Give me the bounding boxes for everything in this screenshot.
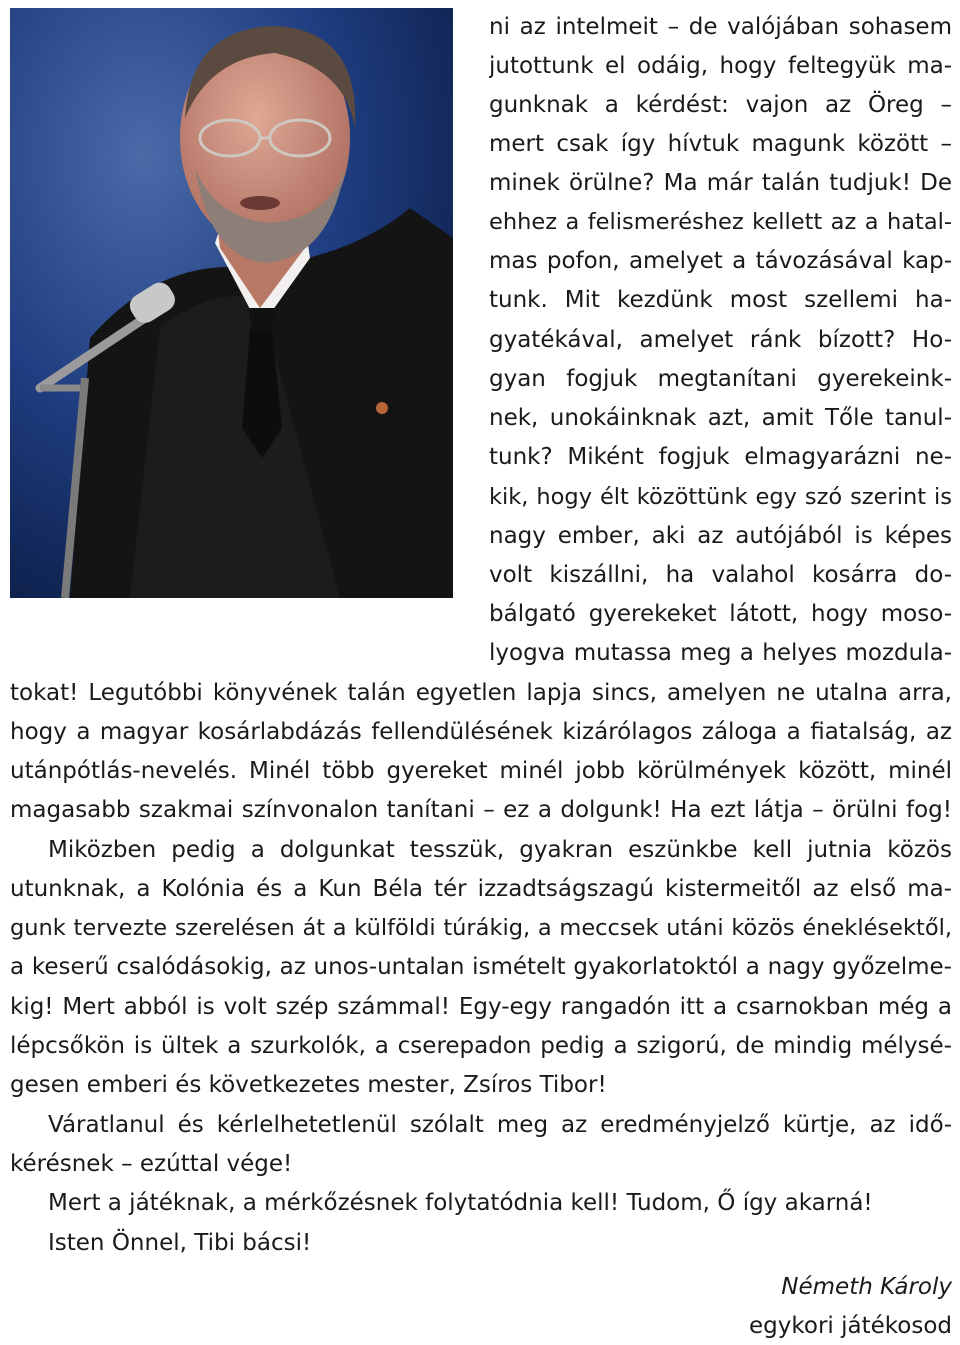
portrait-photo bbox=[10, 8, 453, 598]
text-line: volt kiszállni, ha valahol kosárra do- bbox=[489, 562, 952, 588]
text-line: tunk. Mit kezdünk most szellemi ha- bbox=[489, 287, 952, 313]
signature-name: Németh Károly bbox=[781, 1274, 952, 1300]
text-line: kérésnek – ezúttal vége! bbox=[10, 1151, 293, 1177]
closing-line: Isten Önnel, Tibi bácsi! bbox=[48, 1230, 312, 1256]
text-line: nek, unokáinknak azt, amit Tőle tanul- bbox=[489, 405, 952, 431]
portrait-illustration bbox=[10, 8, 453, 598]
text-line: gyatékával, amelyet ránk bízott? Ho- bbox=[489, 327, 952, 353]
signature-role: egykori játékosod bbox=[749, 1313, 952, 1339]
text-line: ehhez a felismeréshez kellett az a hatal- bbox=[489, 209, 952, 235]
text-line: hogy a magyar kosárlabdázás fellendülésének kizárólagos záloga a fiatalság, az bbox=[10, 719, 952, 745]
text-line: utánpótlás-nevelés. Minél több gyereket minél jobb körülmények között, minél bbox=[10, 758, 952, 784]
text-line: jutottunk el odáig, hogy feltegyük ma- bbox=[489, 53, 952, 79]
text-line: a keserű csalódásokig, az unos-untalan ismételt gyakorlatoktól a nagy győzelme- bbox=[10, 954, 952, 980]
paragraph-first-line: Váratlanul és kérlelhetetlenül szólalt meg az eredményjelző kürtje, az idő- bbox=[48, 1112, 952, 1138]
text-line: minek örülne? Ma már talán tudjuk! De bbox=[489, 170, 952, 196]
text-line: kig! Mert abból is volt szép számmal! Egy-egy rangadón itt a csarnokban még a bbox=[10, 994, 952, 1020]
text-line: nagy ember, aki az autójából is képes bbox=[489, 523, 952, 549]
text-line: gunknak a kérdést: vajon az Öreg – bbox=[489, 92, 952, 118]
text-line: gyan fogjuk megtanítani gyerekeink- bbox=[489, 366, 952, 392]
text-line: gunk tervezte szerelésen át a külföldi túrákig, a meccsek utáni közös éneklésektől, bbox=[10, 915, 952, 941]
text-line: kik, hogy élt közöttünk egy szó szerint is bbox=[489, 484, 952, 510]
text-line: mert csak így hívtuk magunk között – bbox=[489, 131, 952, 157]
text-line: magasabb szakmai színvonalon tanítani – ez a dolgunk! Ha ezt látja – örülni fog! bbox=[10, 797, 952, 823]
text-line: mas pofon, amelyet a távozásával kap- bbox=[489, 248, 952, 274]
text-line: gesen emberi és következetes mester, Zsíros Tibor! bbox=[10, 1072, 607, 1098]
text-line: tokat! Legutóbbi könyvének talán egyetlen lapja sincs, amelyen ne utalna arra, bbox=[10, 680, 952, 706]
text-line: lyogva mutassa meg a helyes mozdula- bbox=[489, 640, 952, 666]
paragraph-first-line: Miközben pedig a dolgunkat tesszük, gyakran eszünkbe kell jutnia közös bbox=[48, 837, 952, 863]
text-line: bálgató gyerekeket látott, hogy moso- bbox=[489, 601, 952, 627]
text-line: lépcsőkön is ültek a szurkolók, a cserepadon pedig a szigorú, de mindig mélysé- bbox=[10, 1033, 952, 1059]
paragraph-first-line: Mert a játéknak, a mérkőzésnek folytatódnia kell! Tudom, Ő így akarná! bbox=[48, 1190, 873, 1216]
text-line: ni az intelmeit – de valójában sohasem bbox=[489, 14, 952, 40]
text-line: utunknak, a Kolónia és a Kun Béla tér izzadtságszagú kistermeitől az első ma- bbox=[10, 876, 952, 902]
text-line: tunk? Miként fogjuk elmagyarázni ne- bbox=[489, 444, 952, 470]
